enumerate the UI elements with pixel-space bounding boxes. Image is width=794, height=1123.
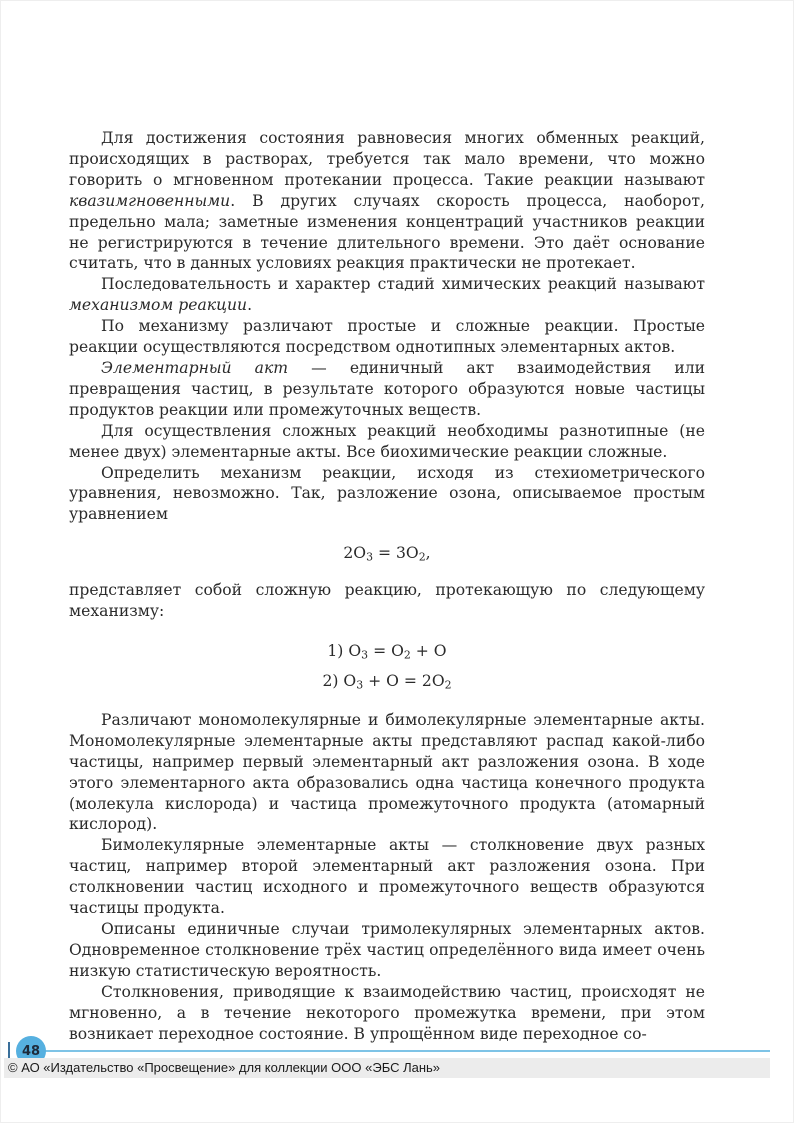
paragraph-2: Последовательность и характер стадий химических реакций называют механизмом реакции. bbox=[69, 275, 705, 315]
term-elementary-act: Элементарный акт bbox=[101, 358, 289, 377]
paragraph-5: Для осуществления сложных реакций необходимы разнотипные (не менее двух) элементарные акты. Все биохимические реакции сложные. bbox=[69, 421, 705, 461]
term-reaction-mechanism: механизмом реакции bbox=[69, 296, 248, 315]
paragraph-10: Описаны единичные случаи тримолекулярных элементарных актов. Одновременное столкновение трёх частиц определённого вида имеет очень низкую статистическую вероятность. bbox=[69, 920, 705, 980]
paragraph-4: Элементарный акт — единичный акт взаимодействия или превращения частиц, в результате которого образуются новые частицы продуктов реакции или промежуточных веществ. bbox=[69, 358, 706, 419]
paragraph-3: По механизму различают простые и сложные реакции. Простые реакции осуществляются посредством однотипных элементарных актов. bbox=[69, 317, 705, 357]
paragraph-9: Бимолекулярные элементарные акты — столкновение двух разных частиц, например второй элементарный акт разложения озона. При столкновении частиц исходного и промежуточного веществ образуются частицы продукта. bbox=[69, 836, 705, 918]
page-number: 48 bbox=[16, 1036, 46, 1066]
mechanism-step-2: 2) $O_3 + O = 2O_2$ bbox=[322, 671, 452, 692]
equation-main: $2O_3 = 3O_2$, bbox=[343, 544, 431, 564]
term-quasi-instant: квазимгновенными bbox=[69, 191, 231, 210]
footer-divider bbox=[40, 1050, 770, 1052]
paragraph-11: Столкновения, приводящие к взаимодействию частиц, происходят не мгновенно, а в течение некоторого промежутка времени, при этом возникает переходное состояние. В упрощённом виде переходное со- bbox=[69, 982, 705, 1043]
body-text bbox=[69, 128, 705, 1044]
paragraph-6: Определить механизм реакции, исходя из стехиометрического уравнения, невозможно. Так, разложение озона, описываемое простым уравнением bbox=[69, 463, 705, 524]
paragraph-1: Для достижения состояния равновесия многих обменных реакций, происходящих в растворах, требуется так мало времени, что можно говорить о мгновенном протекании процесса. Такие реакции называют квазимгновенными. В других случаях скорость процесса, наоборот, предельно мала; заметные изменения концентраций участников реакции не регистрируются в течение длительного времени. Это даёт основание считать, что в данных условиях реакция практически не протекает. bbox=[69, 129, 705, 273]
mechanism-step-1: 1) $O_3 = O_2 + O$ bbox=[327, 641, 447, 662]
paragraph-8: Различают мономолекулярные и бимолекулярные элементарные акты. Мономолекулярные элементарные акты представляют распад какой-либо частицы, например первый элементарный акт разложения озона. В ходе этого элементарного акта образовались одна частица конечного продукта (молекула кислорода) и частица промежуточного продукта (атомарный кислород). bbox=[69, 710, 705, 834]
mechanism-steps bbox=[69, 636, 705, 696]
paragraph-7: представляет собой сложную реакцию, протекающую по следующему механизму: bbox=[69, 581, 705, 621]
copyright-notice: © АО «Издательство «Просвещение» для коллекции ООО «ЭБС Лань» bbox=[4, 1058, 770, 1078]
